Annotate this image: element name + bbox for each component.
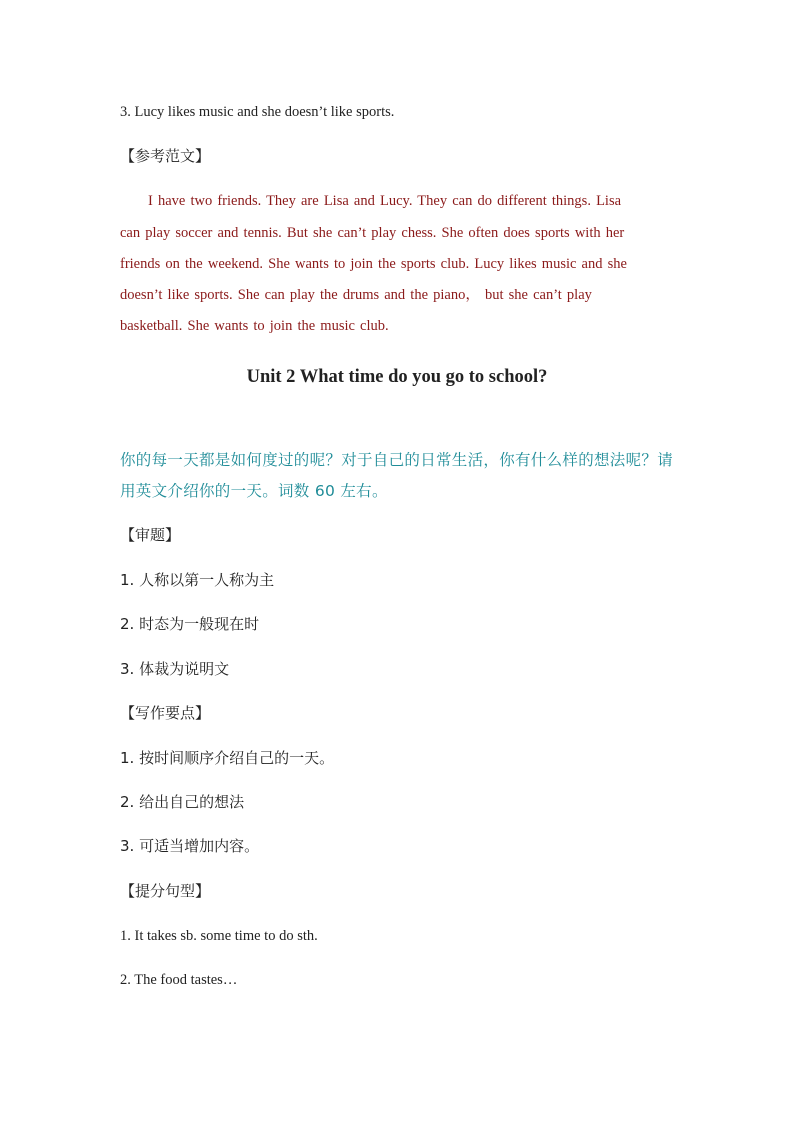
prompt-line-2: 用英文介绍你的一天。词数 60 左右。 [120, 482, 388, 500]
writing-points-heading: 【写作要点】 [120, 704, 211, 722]
writing-point-3: 3. 可适当增加内容。 [120, 837, 260, 855]
review-item-2: 2. 时态为一般现在时 [120, 615, 260, 633]
review-heading: 【审题】 [120, 526, 181, 544]
sentence-pattern-2: 2. The food tastes… [120, 972, 238, 988]
tip-line-3: 3. Lucy likes music and she doesn’t like sports. [120, 104, 395, 120]
sample-essay-line-5: basketball. She wants to join the music club. [120, 318, 389, 334]
sample-essay-line-1: I have two friends. They are Lisa and Lucy. They can do different things. Lisa [148, 193, 622, 209]
sample-essay-line-3: friends on the weekend. She wants to join the sports club. Lucy likes music and she [120, 256, 627, 272]
sentence-patterns-heading: 【提分句型】 [120, 882, 211, 900]
prompt-line-1: 你的每一天都是如何度过的呢？对于自己的日常生活，你有什么样的想法呢？请 [120, 451, 674, 469]
review-item-3: 3. 体裁为说明文 [120, 660, 230, 678]
sample-essay-line-2: can play soccer and tennis. But she can’t play chess. She often does sports with her [120, 225, 625, 241]
review-item-1: 1. 人称以第一人称为主 [120, 571, 275, 589]
writing-point-2: 2. 给出自己的想法 [120, 793, 245, 811]
sentence-pattern-1: 1. It takes sb. some time to do sth. [120, 928, 318, 944]
sample-essay-heading: 【参考范文】 [120, 147, 211, 165]
unit-title: Unit 2 What time do you go to school? [246, 367, 548, 387]
sample-essay-line-4: doesn’t like sports. She can play the drums and the piano， but she can’t play [120, 287, 592, 303]
writing-point-1: 1. 按时间顺序介绍自己的一天。 [120, 749, 335, 767]
